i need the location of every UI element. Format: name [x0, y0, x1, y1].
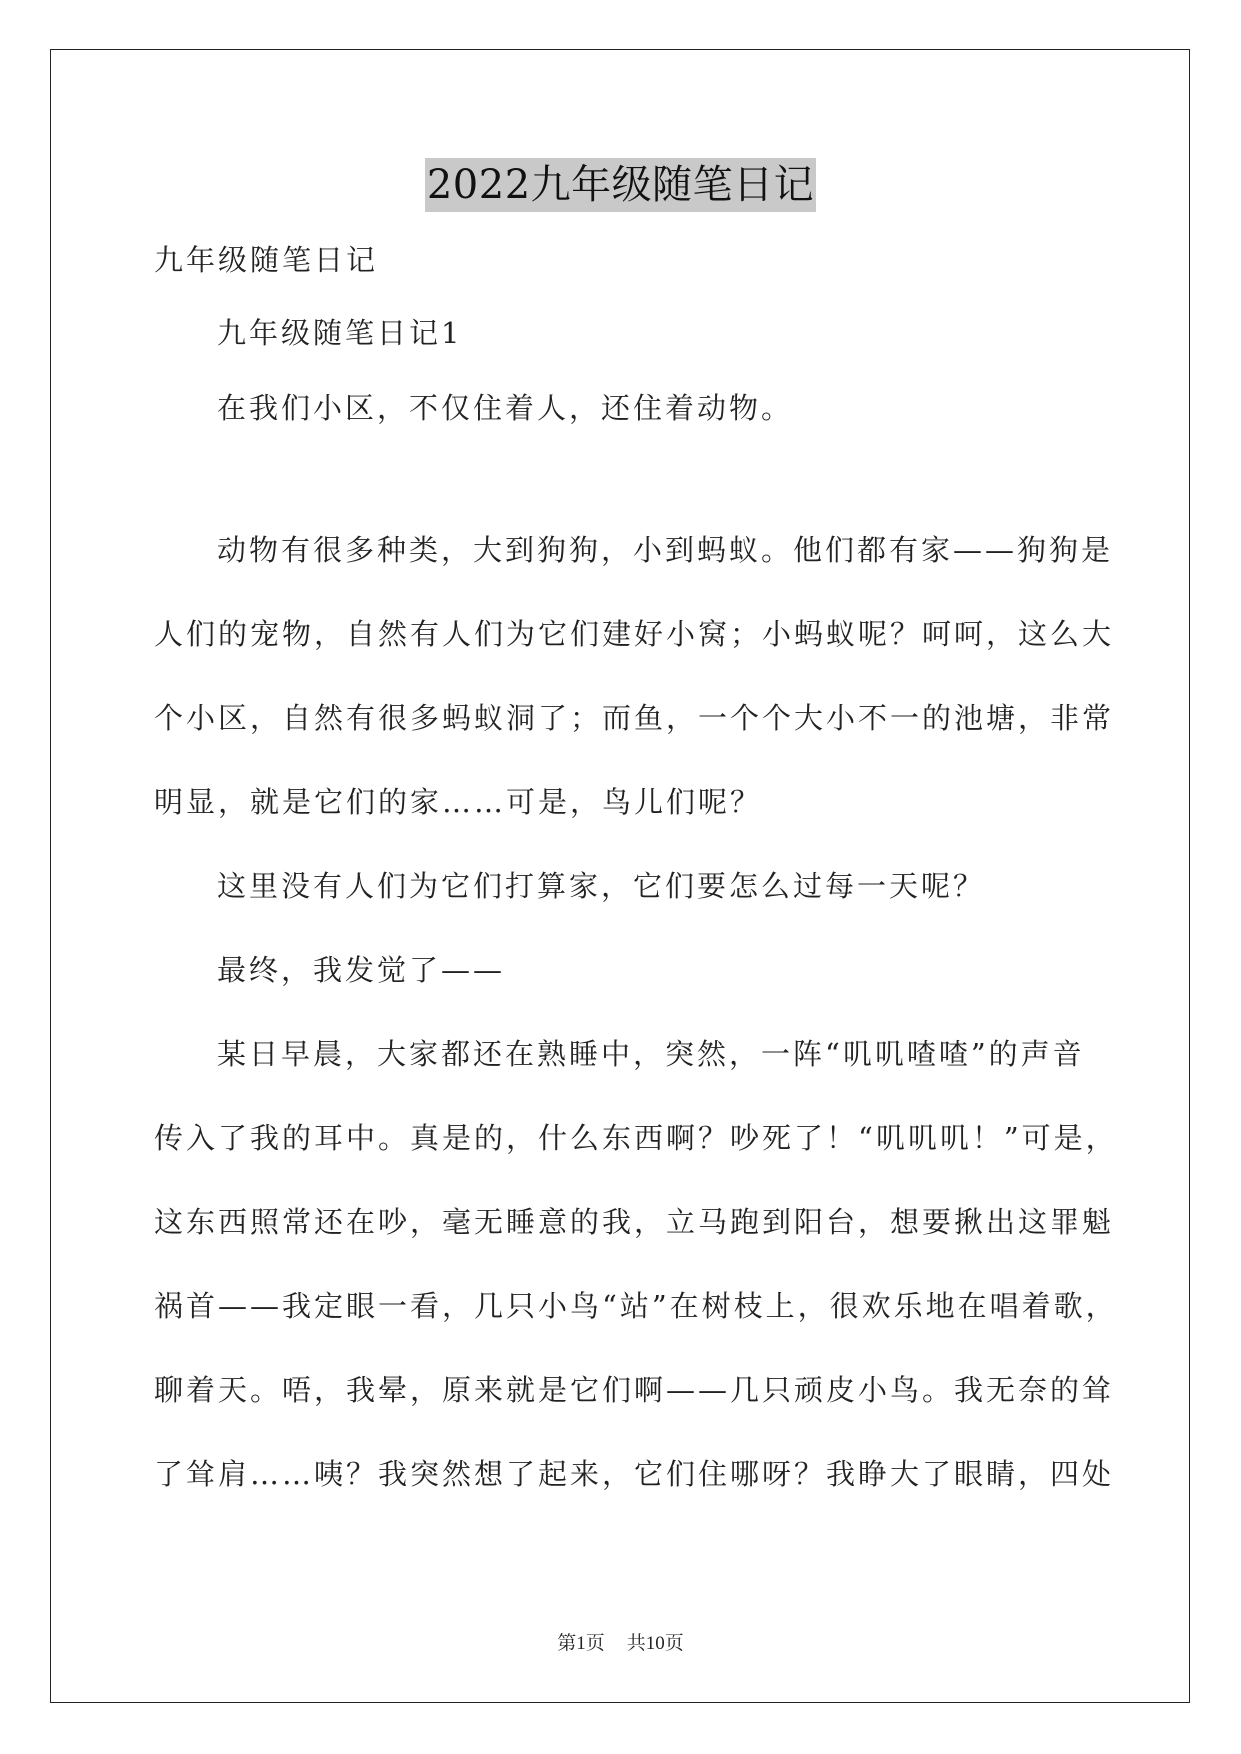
paragraph-line: 了耸肩……咦？我突然想了起来，它们住哪呀？我睁大了眼睛，四处 — [154, 1457, 1115, 1491]
document-title-text: 2022九年级随笔日记 — [425, 158, 816, 212]
section-heading: 九年级随笔日记1 — [217, 316, 463, 350]
paragraph-line: 某日早晨，大家都还在熟睡中，突然，一阵“叽叽喳喳”的声音 — [217, 1037, 1085, 1071]
page-number-total: 共10页 — [626, 1633, 684, 1654]
paragraph-line: 个小区，自然有很多蚂蚁洞了；而鱼，一个个大小不一的池塘，非常 — [154, 701, 1115, 735]
paragraph-line: 动物有很多种类，大到狗狗，小到蚂蚁。他们都有家——狗狗是 — [217, 533, 1114, 567]
document-subtitle: 九年级随笔日记 — [154, 243, 379, 277]
paragraph-4 — [154, 928, 1100, 1012]
paragraph-line: 聊着天。唔，我晕，原来就是它们啊——几只顽皮小鸟。我无奈的耸 — [154, 1373, 1115, 1407]
paragraph-line: 最终，我发觉了—— — [217, 953, 506, 987]
paragraph-line: 传入了我的耳中。真是的，什么东西啊？吵死了！“叽叽叽！”可是， — [154, 1121, 1118, 1155]
paragraph-2 — [154, 508, 1115, 844]
paragraph-3 — [154, 844, 1100, 928]
paragraph-line: 这东西照常还在吵，毫无睡意的我，立马跑到阳台，想要揪出这罪魁 — [154, 1205, 1115, 1239]
document-title — [0, 158, 1241, 212]
page-number-current: 第1页 — [557, 1633, 605, 1654]
paragraph-line: 在我们小区，不仅住着人，还住着动物。 — [217, 391, 794, 425]
paragraph-line: 祸首——我定眼一看，几只小鸟“站”在树枝上，很欢乐地在唱着歌， — [154, 1289, 1118, 1323]
paragraph-line: 人们的宠物，自然有人们为它们建好小窝；小蚂蚁呢？呵呵，这么大 — [154, 617, 1115, 651]
paragraph-5 — [154, 1012, 1118, 1516]
paragraph-1 — [154, 366, 1100, 450]
paragraph-line: 明显，就是它们的家……可是，鸟儿们呢？ — [154, 785, 763, 819]
paragraph-line: 这里没有人们为它们打算家，它们要怎么过每一天呢？ — [217, 869, 986, 903]
page-footer — [0, 1628, 1241, 1655]
